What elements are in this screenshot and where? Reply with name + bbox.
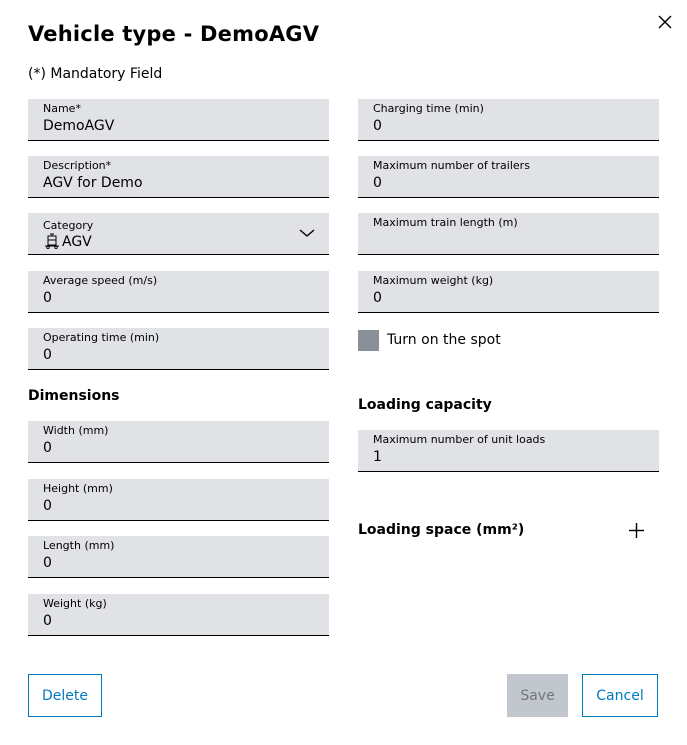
- category-value: AGV: [62, 234, 92, 250]
- average-speed-field[interactable]: [28, 271, 329, 313]
- agv-vehicle-icon: [43, 233, 61, 249]
- loading-space-heading: Loading space (mm²): [358, 522, 525, 538]
- width-value: 0: [43, 440, 52, 456]
- max-trailers-label: Maximum number of trailers: [373, 159, 530, 172]
- weight-value: 0: [43, 613, 52, 629]
- category-selected-value: [43, 233, 92, 250]
- operating-time-value: 0: [43, 347, 52, 363]
- width-field[interactable]: [28, 421, 329, 463]
- description-field[interactable]: [28, 156, 329, 198]
- name-value: DemoAGV: [43, 118, 115, 134]
- turn-on-spot-label[interactable]: Turn on the spot: [387, 332, 501, 348]
- max-weight-value: 0: [373, 290, 382, 306]
- length-label: Length (mm): [43, 539, 115, 552]
- loading-capacity-heading: Loading capacity: [358, 397, 492, 413]
- description-label: Description*: [43, 159, 112, 172]
- average-speed-label: Average speed (m/s): [43, 274, 158, 287]
- max-trailers-field[interactable]: [358, 156, 659, 198]
- mandatory-note: (*) Mandatory Field: [28, 66, 163, 82]
- height-field[interactable]: [28, 479, 329, 521]
- height-label: Height (mm): [43, 482, 113, 495]
- average-speed-value: 0: [43, 290, 52, 306]
- dialog-title: Vehicle type - DemoAGV: [28, 22, 320, 46]
- max-unit-loads-field[interactable]: [358, 430, 659, 472]
- length-field[interactable]: [28, 536, 329, 578]
- chevron-down-icon[interactable]: [299, 228, 315, 238]
- name-field[interactable]: [28, 99, 329, 141]
- width-label: Width (mm): [43, 424, 109, 437]
- weight-field[interactable]: [28, 594, 329, 636]
- max-weight-label: Maximum weight (kg): [373, 274, 494, 287]
- charging-time-field[interactable]: [358, 99, 659, 141]
- operating-time-label: Operating time (min): [43, 331, 160, 344]
- max-unit-loads-label: Maximum number of unit loads: [373, 433, 546, 446]
- max-unit-loads-value: 1: [373, 449, 382, 465]
- length-value: 0: [43, 555, 52, 571]
- height-value: 0: [43, 498, 52, 514]
- dimensions-heading: Dimensions: [28, 388, 120, 404]
- turn-on-spot-checkbox[interactable]: [358, 330, 379, 351]
- charging-time-value: 0: [373, 118, 382, 134]
- weight-label: Weight (kg): [43, 597, 107, 610]
- close-icon[interactable]: [655, 12, 675, 32]
- charging-time-label: Charging time (min): [373, 102, 484, 115]
- cancel-button[interactable]: Cancel: [582, 674, 658, 717]
- max-train-length-field[interactable]: [358, 213, 659, 255]
- add-loading-space-icon[interactable]: [628, 522, 645, 539]
- max-weight-field[interactable]: [358, 271, 659, 313]
- category-label: Category: [43, 219, 94, 232]
- operating-time-field[interactable]: [28, 328, 329, 370]
- max-train-length-label: Maximum train length (m): [373, 216, 518, 229]
- name-label: Name*: [43, 102, 81, 115]
- category-select[interactable]: [28, 213, 329, 255]
- save-button[interactable]: Save: [507, 674, 568, 717]
- max-trailers-value: 0: [373, 175, 382, 191]
- delete-button[interactable]: Delete: [28, 674, 102, 717]
- description-value: AGV for Demo: [43, 175, 143, 191]
